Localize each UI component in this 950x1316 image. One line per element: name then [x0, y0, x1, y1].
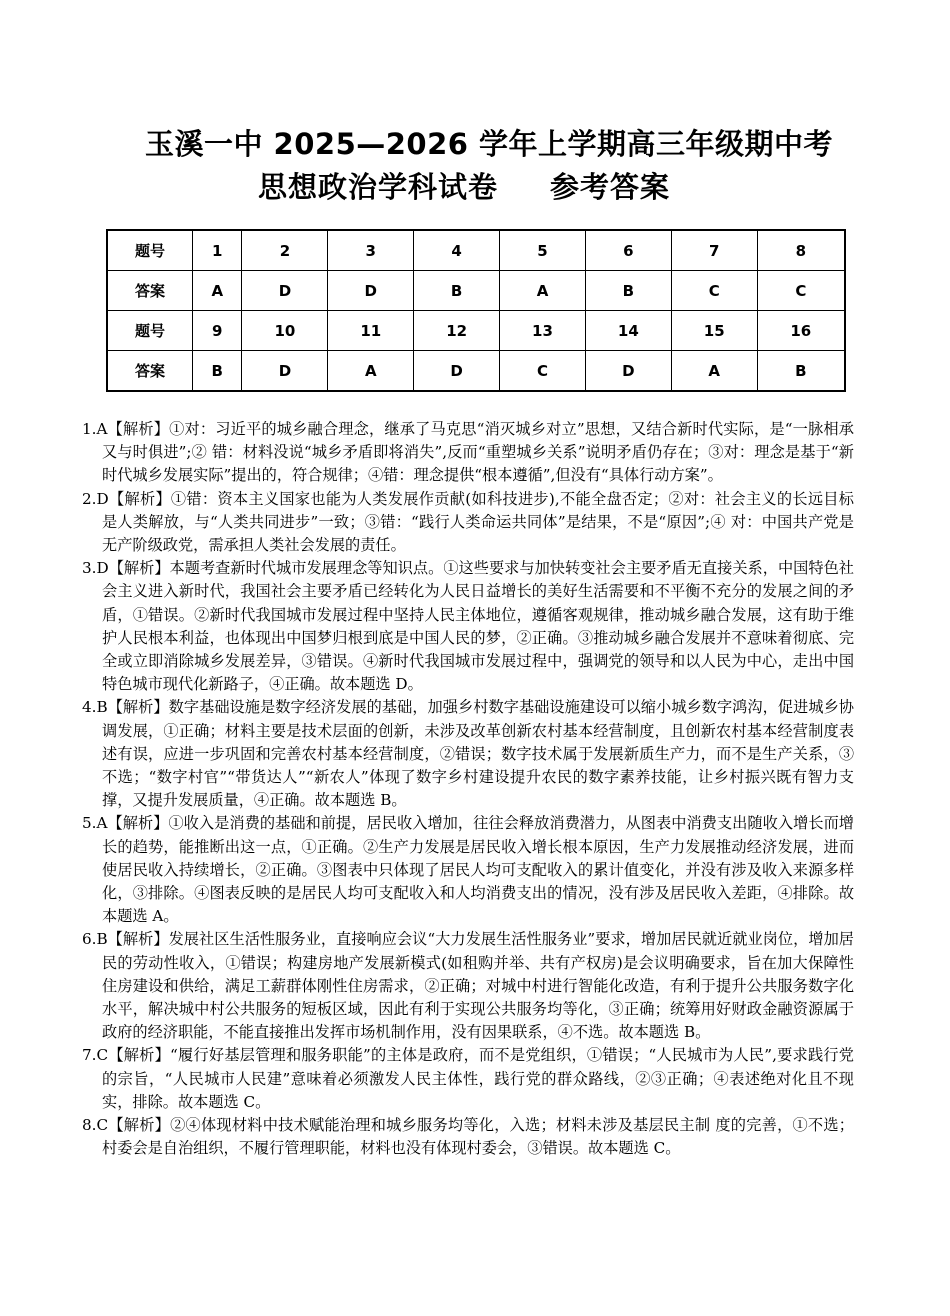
answer-table-row [107, 230, 845, 271]
answer-cell: D [328, 271, 414, 311]
subject-title: 思想政治学科试卷 [258, 170, 499, 204]
question-number-cell: 4 [414, 230, 500, 271]
analysis-section [82, 418, 854, 1161]
analysis-item: 2.D【解析】①错：资本主义国家也能为人类发展作贡献(如科技进步),不能全盘否定；②对：社会主义的长远目标是人类解放，与“人类共同进步”一致；③错：“践行人类命运共同体”是结果，不是“原因”;④ 对：中国共产党是无产阶级政党，需承担人类社会发展的责任。 [82, 489, 854, 555]
question-number-cell: 11 [328, 311, 414, 351]
answer-cell: B [585, 271, 671, 311]
answer-cell: B [757, 351, 845, 392]
answer-cell: B [193, 351, 242, 392]
answer-cell: A [500, 271, 586, 311]
question-number-cell: 2 [242, 230, 328, 271]
question-number-cell: 12 [414, 311, 500, 351]
answer-cell: D [242, 351, 328, 392]
question-number-cell: 5 [500, 230, 586, 271]
analysis-item: 7.C【解析】“履行好基层管理和服务职能”的主体是政府，而不是党组织，①错误；“人民城市为人民”,要求践行党的宗旨，“人民城市人民建”意味着必须激发人民主体性，践行党的群众路线，②③正确；④表述绝对化且不现实，排除。故本题选 C。 [82, 1046, 854, 1111]
question-number-cell: 15 [671, 311, 757, 351]
answer-cell: C [500, 351, 586, 392]
question-number-cell: 9 [193, 311, 242, 351]
question-number-cell: 10 [242, 311, 328, 351]
answer-key-title: 参考答案 [550, 170, 671, 204]
row-label: 题号 [107, 311, 193, 351]
row-label: 答案 [107, 271, 193, 311]
question-number-cell: 13 [500, 311, 586, 351]
answer-table-row [107, 311, 845, 351]
exam-subtitle [258, 165, 670, 206]
answer-cell: D [585, 351, 671, 392]
analysis-item: 6.B【解析】发展社区生活性服务业，直接响应会议“大力发展生活性服务业”要求，增加居民就近就业岗位，增加居民的劳动性收入，①错误；构建房地产发展新模式(如租购并举、共有产权房)是会议明确要求，旨在加大保障性住房建设和供给，满足工薪群体刚性住房需求，②正确；对城中村进行智能化改造，有利于提升公共服务数字化水平，解决城中村公共服务的短板区域，因此有利于实现公共服务均等化，③正确；统筹用好财政金融资源属于政府的经济职能，不能直接推出发挥市场机制作用，没有因果联系，④不选。故本题选 B。 [82, 930, 854, 1042]
answer-cell: A [193, 271, 242, 311]
question-number-cell: 8 [757, 230, 845, 271]
question-number-cell: 1 [193, 230, 242, 271]
answer-cell: A [671, 351, 757, 392]
row-label: 答案 [107, 351, 193, 392]
question-number-cell: 3 [328, 230, 414, 271]
answer-table-row [107, 351, 845, 392]
answer-cell: B [414, 271, 500, 311]
question-number-cell: 7 [671, 230, 757, 271]
row-label: 题号 [107, 230, 193, 271]
analysis-item: 3.D【解析】本题考查新时代城市发展理念等知识点。①这些要求与加快转变社会主要矛盾无直接关系，中国特色社会主义进入新时代，我国社会主要矛盾已经转化为人民日益增长的美好生活需要和不平衡不充分的发展之间的矛盾，①错误。②新时代我国城市发展过程中坚持人民主体地位，遵循客观规律，推动城乡融合发展，这有助于维护人民根本利益，也体现出中国梦归根到底是中国人民的梦，②正确。③推动城乡融合发展并不意味着彻底、完全或立即消除城乡发展差异，③错误。④新时代我国城市发展过程中，强调党的领导和以人民为中心，走出中国特色城市现代化新路子，④正确。故本题选 D。 [82, 559, 854, 694]
exam-title: 玉溪一中 2025—2026 学年上学期高三年级期中考 [144, 127, 834, 161]
answer-table-row [107, 271, 845, 311]
question-number-cell: 16 [757, 311, 845, 351]
analysis-item: 8.C【解析】②④体现材料中技术赋能治理和城乡服务均等化，入选；材料未涉及基层民主制 度的完善，①不选；村委会是自治组织，不履行管理职能，材料也没有体现村委会，③错误。故本题选 C。 [82, 1116, 854, 1158]
analysis-item: 5.A【解析】①收入是消费的基础和前提，居民收入增加，往往会释放消费潜力，从图表中消费支出随收入增长而增长的趋势，能推断出这一点，①正确。②生产力发展是居民收入增长根本原因，生产力发展推动经济发展，进而使居民收入持续增长，②正确。③图表中只体现了居民人均可支配收入的累计值变化，并没有涉及收入来源多样化，③排除。④图表反映的是居民人均可支配收入和人均消费支出的情况，没有涉及居民收入差距，④排除。故本题选 A。 [82, 814, 854, 926]
answer-cell: C [757, 271, 845, 311]
analysis-item: 1.A【解析】①对：习近平的城乡融合理念，继承了马克思“消灭城乡对立”思想，又结合新时代实际，是“一脉相承又与时俱进”;② 错：材料没说“城乡矛盾即将消失”,反而“重塑城乡关系”说明矛盾仍存在；③对：理念是基于“新时代城乡发展实际”提出的，符合规律；④错：理念提供“根本遵循”,但没有“具体行动方案”。 [82, 420, 854, 485]
answer-cell: D [242, 271, 328, 311]
answer-cell: A [328, 351, 414, 392]
question-number-cell: 14 [585, 311, 671, 351]
answer-table [106, 229, 846, 392]
answer-cell: D [414, 351, 500, 392]
question-number-cell: 6 [585, 230, 671, 271]
answer-cell: C [671, 271, 757, 311]
analysis-item: 4.B【解析】数字基础设施是数字经济发展的基础，加强乡村数字基础设施建设可以缩小城乡数字鸿沟，促进城乡协调发展，①正确；材料主要是技术层面的创新，未涉及改革创新农村基本经营制度，且创新农村基本经营制度表述有误，应进一步巩固和完善农村基本经营制度，②错误；数字技术属于发展新质生产力，而不是生产关系，③不选；“数字村官”“带货达人”“新农人”体现了数字乡村建设提升农民的数字素养技能，让乡村振兴既有智力支撑，又提升发展质量，④正确。故本题选 B。 [82, 698, 854, 810]
